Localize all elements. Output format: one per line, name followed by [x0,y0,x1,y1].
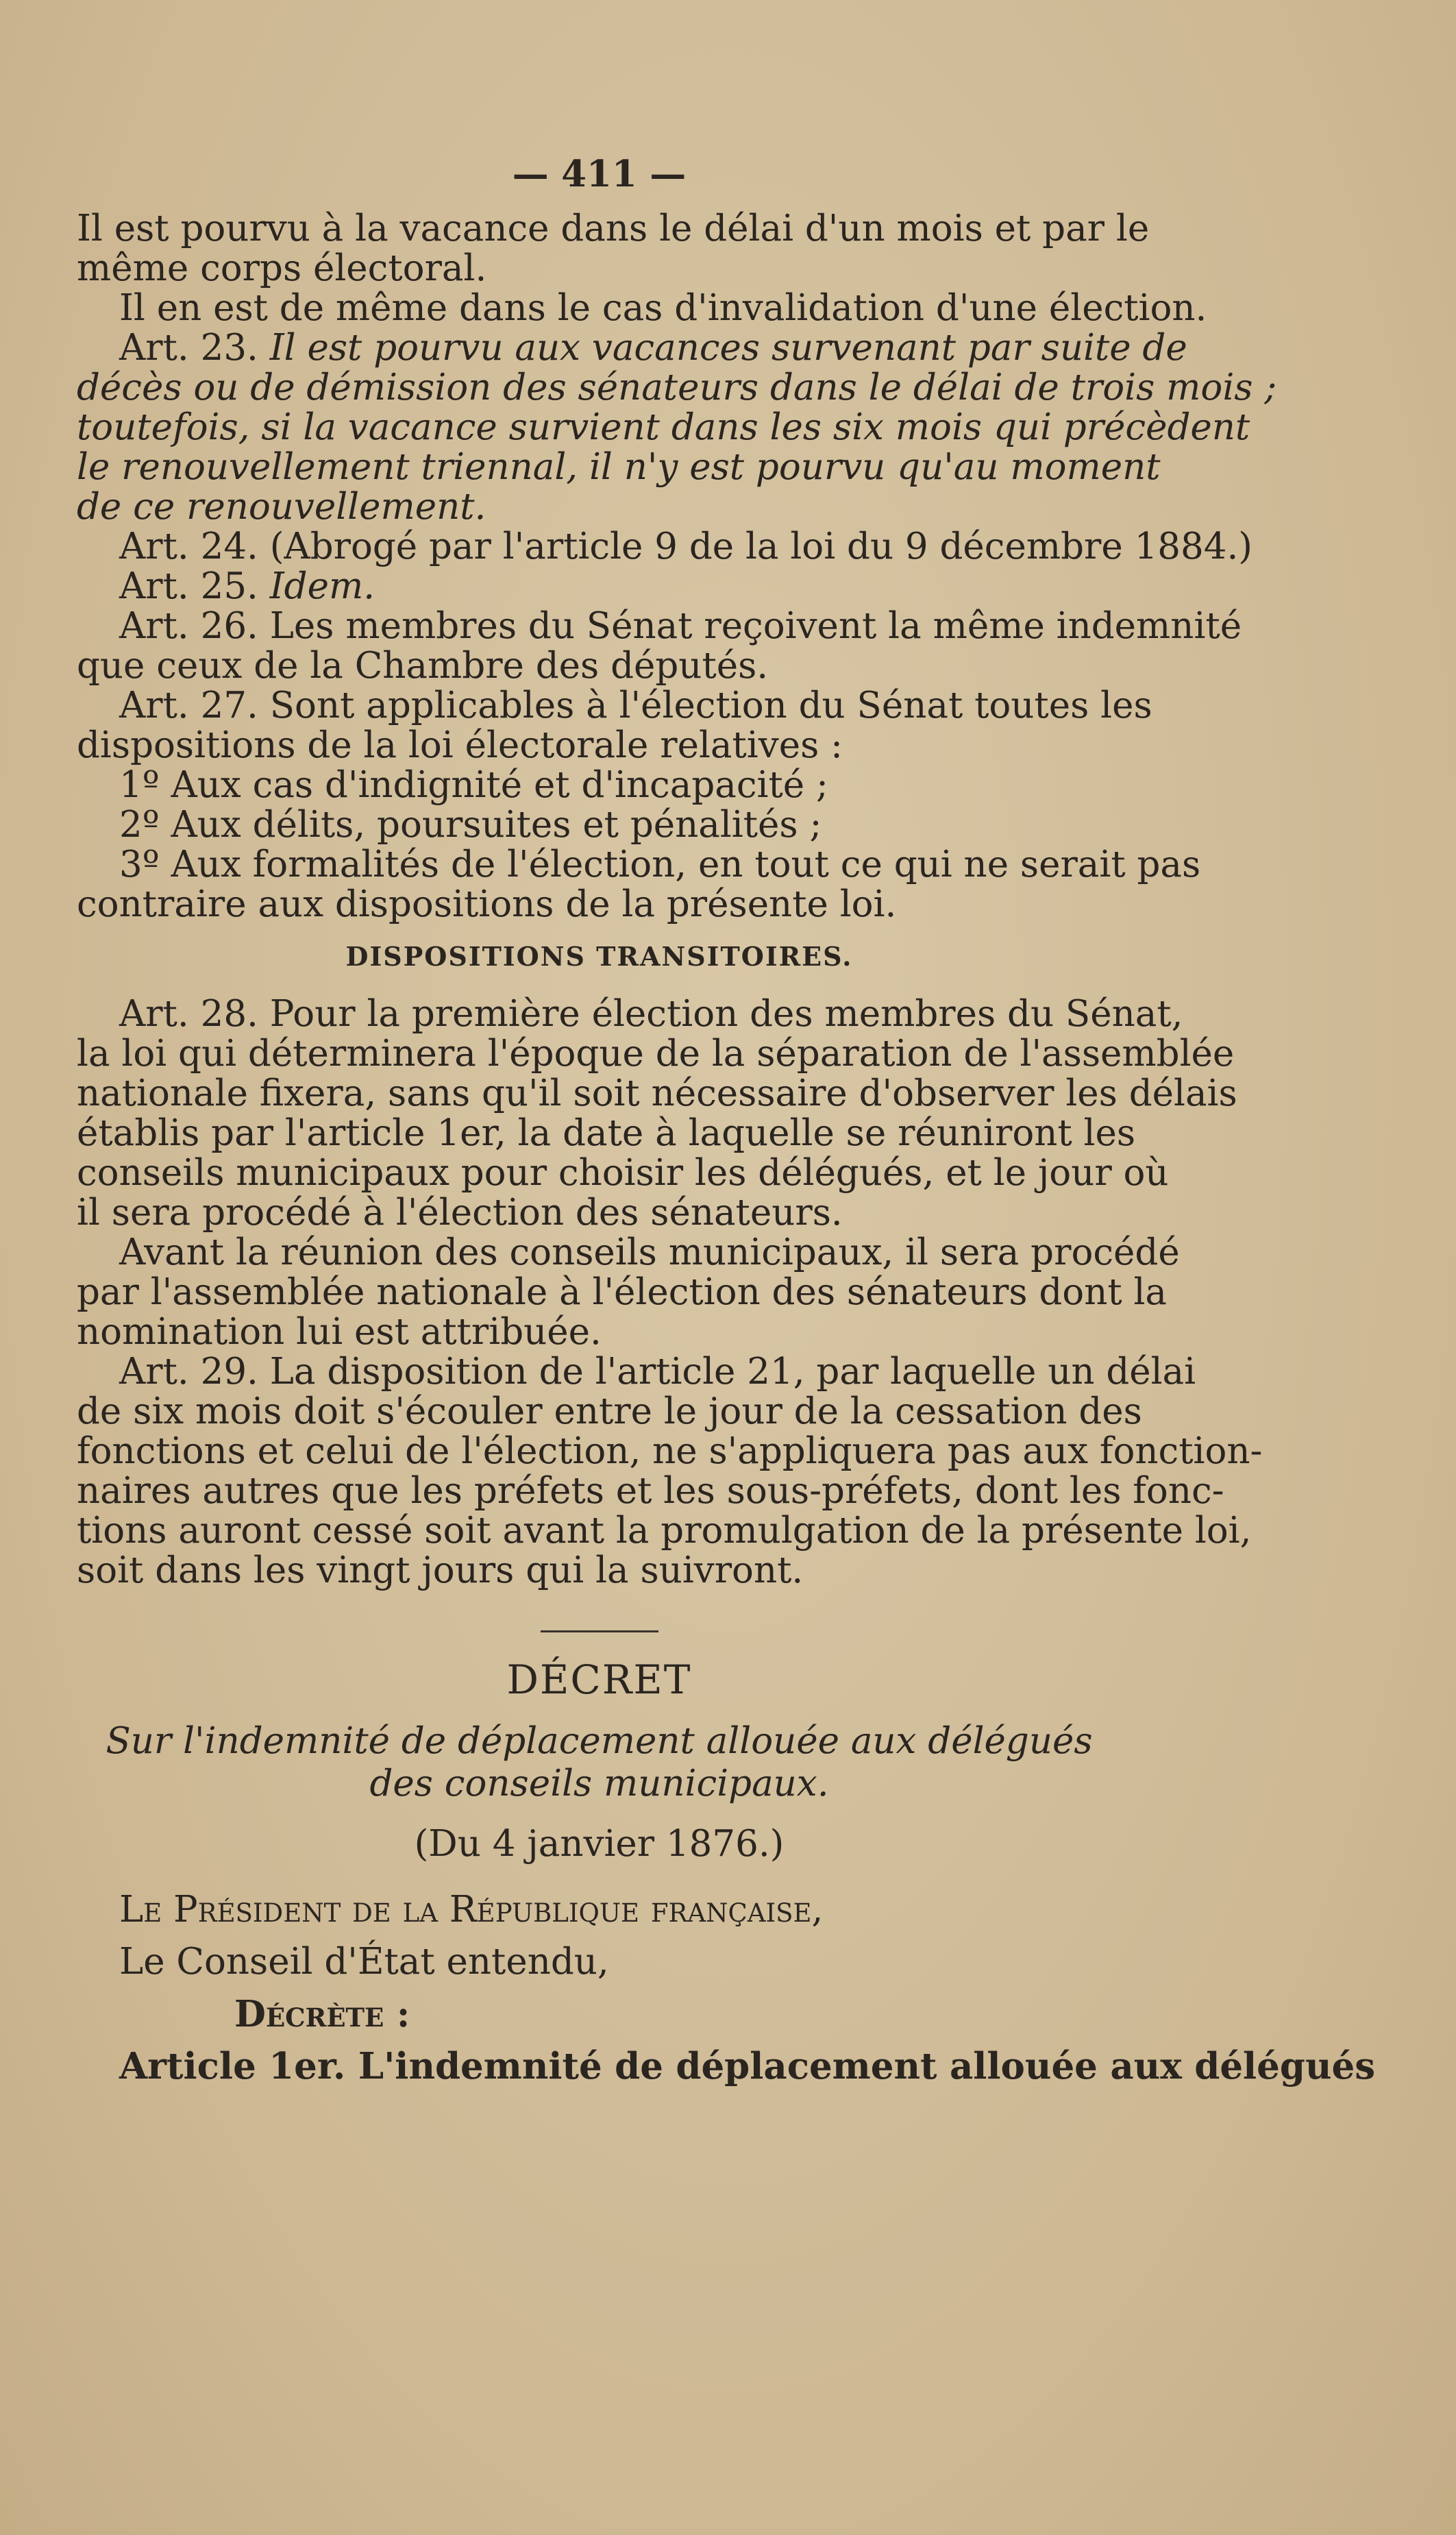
decree-president-line: Le Président de la République française, [119,1889,824,1931]
list-item: 3º Aux formalités de l'élection, en tout ce qui ne serait pas [119,844,1201,885]
text-line: le renouvellement triennal, il n'y est pourvu qu'au moment [77,446,1161,488]
article-23-text: Il est pourvu aux vacances survenant par suite de [269,327,1187,369]
text-line: tions auront cessé soit avant la promulgation de la présente loi, [77,1510,1252,1552]
text-line: soit dans les vingt jours qui la suivront. [77,1550,804,1591]
decree-article-1-line [77,2045,1376,2087]
text-line: Art. 24. (Abrogé par l'article 9 de la loi du 9 décembre 1884.) [119,526,1253,567]
decree-decrees-line: Décrète : [234,1993,410,2035]
section-heading: DISPOSITIONS TRANSITOIRES. [345,941,853,972]
text-line: nationale fixera, sans qu'il soit nécessaire d'observer les délais [77,1073,1237,1114]
decree-subject-line: des conseils municipaux. [369,1763,829,1804]
text-line: Art. 26. Les membres du Sénat reçoivent la même indemnité [119,605,1242,647]
text-column [77,153,1376,2087]
text-line: Art. 29. La disposition de l'article 21, par laquelle un délai [119,1351,1196,1393]
article-23-label: Art. 23. [119,327,258,369]
text-line: Art. 27. Sont applicables à l'élection du Sénat toutes les [119,685,1152,726]
text-line: que ceux de la Chambre des députés. [77,645,769,687]
list-item: 2º Aux délits, poursuites et pénalités ; [119,804,822,846]
text-line: dispositions de la loi électorale relatives : [77,724,843,766]
text-line: conseils municipaux pour choisir les délégués, et le jour où [77,1152,1169,1194]
text-line: nomination lui est attribuée. [77,1311,602,1353]
text-line: de ce renouvellement. [77,486,486,528]
decree-council-line: Le Conseil d'État entendu, [119,1941,609,1983]
text-line: décès ou de démission des sénateurs dans le délai de trois mois ; [77,367,1277,408]
decree-article-1-text: L'indemnité de déplacement allouée aux délégués [358,2045,1376,2087]
list-item: 1º Aux cas d'indignité et d'incapacité ; [119,764,828,806]
text-line: fonctions et celui de l'élection, ne s'appliquera pas aux fonction- [77,1430,1263,1472]
article-23-line [77,327,1187,369]
text-line: même corps électoral. [77,247,487,289]
text-line: naires autres que les préfets et les sous-préfets, dont les fonc- [77,1470,1224,1512]
text-line: par l'assemblée nationale à l'élection des sénateurs dont la [77,1271,1168,1313]
page-number: — 411 — [512,153,687,195]
article-25-text: Idem. [269,565,375,607]
section-divider [541,1630,658,1632]
decree-article-1-label: Article 1er. [119,2045,346,2087]
article-25-label: Art. 25. [119,565,258,607]
text-line: établis par l'article 1er, la date à laquelle se réuniront les [77,1112,1136,1154]
decree-date: (Du 4 janvier 1876.) [414,1823,785,1865]
text-line: Il en est de même dans le cas d'invalidation d'une élection. [119,287,1207,329]
text-line: la loi qui déterminera l'époque de la séparation de l'assemblée [77,1033,1235,1075]
decree-title: DÉCRET [506,1656,692,1703]
text-line: Art. 28. Pour la première élection des membres du Sénat, [119,993,1183,1035]
text-line: de six mois doit s'écouler entre le jour de la cessation des [77,1391,1142,1432]
text-line: il sera procédé à l'élection des sénateurs. [77,1192,843,1234]
text-line: Il est pourvu à la vacance dans le délai d'un mois et par le [77,208,1150,249]
text-line: toutefois, si la vacance survient dans les six mois qui précèdent [77,406,1250,448]
text-line: contraire aux dispositions de la présente loi. [77,883,897,925]
text-line: Avant la réunion des conseils municipaux, il sera procédé [119,1232,1180,1273]
decree-subject-line: Sur l'indemnité de déplacement allouée aux délégués [106,1720,1093,1762]
decree-subject [77,1720,1122,1805]
article-25-line [77,567,1122,607]
